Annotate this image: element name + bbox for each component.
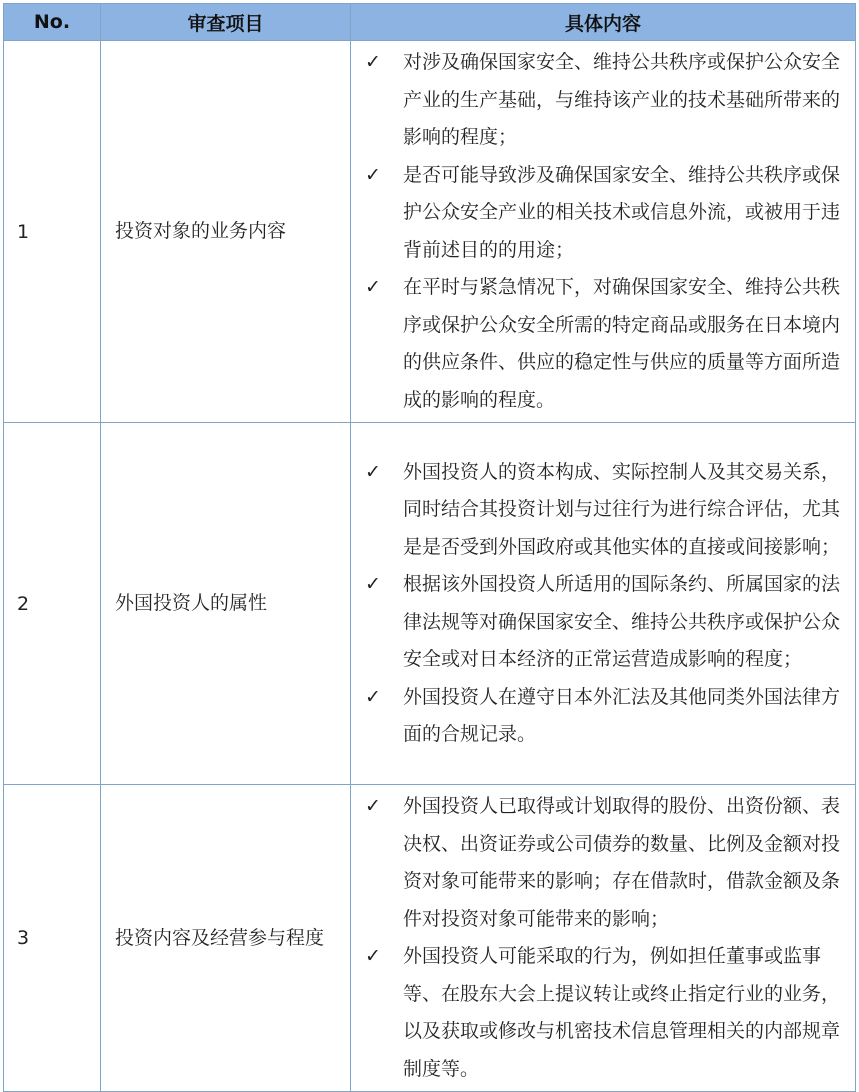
table-header <box>4 4 856 41</box>
check-mark-icon: ✓ <box>365 276 381 298</box>
check-mark-icon: ✓ <box>365 685 381 708</box>
detail-text: 外国投资人已取得或计划取得的股份、出资份额、表决权、出资证券或公司债券的数量、比例及金额对投资对象可能带来的影响；存在借款时，借款金额及条件对投资对象可能带来的影响； <box>403 795 841 930</box>
detail-text: 外国投资人在遵守日本外汇法及其他同类外国法律方面的合规记录。 <box>403 685 841 745</box>
table-body <box>4 41 856 1092</box>
detail-item <box>361 938 847 1088</box>
check-mark-icon: ✓ <box>365 163 381 186</box>
check-mark-icon: ✓ <box>365 945 381 967</box>
review-item: 投资内容及经营参与程度 <box>101 785 351 1092</box>
check-mark-icon: ✓ <box>365 51 381 73</box>
review-criteria-table <box>3 3 856 1092</box>
detail-text: 外国投资人的资本构成、实际控制人及其交易关系，同时结合其投资计划与过往行为进行综合评估，尤其是是否受到外国政府或其他实体的直接或间接影响； <box>403 460 841 558</box>
detail-text: 外国投资人可能采取的行为，例如担任董事或监事等、在股东大会上提议转让或终止指定行业的业务，以及获取或修改与机密技术信息管理相关的内部规章制度等。 <box>403 945 841 1080</box>
detail-item <box>361 44 847 157</box>
check-mark-icon: ✓ <box>365 573 381 595</box>
detail-cell <box>351 423 856 785</box>
review-item: 投资对象的业务内容 <box>101 41 351 423</box>
detail-cell <box>351 41 856 423</box>
table-row <box>4 785 856 1092</box>
detail-item <box>361 269 847 419</box>
detail-item <box>361 157 847 270</box>
detail-item <box>361 566 847 679</box>
table-row <box>4 423 856 785</box>
detail-item <box>361 679 847 754</box>
detail-list <box>361 788 847 1088</box>
check-mark-icon: ✓ <box>365 795 381 817</box>
row-number: 2 <box>4 423 101 785</box>
detail-text: 对涉及确保国家安全、维持公共秩序或保护公众安全产业的生产基础，与维持该产业的技术基础所带来的影响的程度； <box>403 51 841 148</box>
detail-list <box>361 454 847 754</box>
row-number: 3 <box>4 785 101 1092</box>
detail-text: 根据该外国投资人所适用的国际条约、所属国家的法律法规等对确保国家安全、维持公共秩序或保护公众安全或对日本经济的正常运营造成影响的程度； <box>403 573 841 670</box>
detail-text: 在平时与紧急情况下，对确保国家安全、维持公共秩序或保护公众安全所需的特定商品或服务在日本境内的供应条件、供应的稳定性与供应的质量等方面所造成的影响的程度。 <box>403 276 841 411</box>
detail-item <box>361 788 847 938</box>
header-detail: 具体内容 <box>351 4 856 41</box>
table-row <box>4 41 856 423</box>
detail-text: 是否可能导致涉及确保国家安全、维持公共秩序或保护公众安全产业的相关技术或信息外流，或被用于违背前述目的的用途； <box>403 163 841 261</box>
detail-list <box>361 44 847 419</box>
check-mark-icon: ✓ <box>365 460 381 483</box>
header-no: No. <box>4 4 101 41</box>
header-row <box>4 4 856 41</box>
detail-cell <box>351 785 856 1092</box>
review-item: 外国投资人的属性 <box>101 423 351 785</box>
row-number: 1 <box>4 41 101 423</box>
detail-item <box>361 454 847 567</box>
header-review-item: 审查项目 <box>101 4 351 41</box>
